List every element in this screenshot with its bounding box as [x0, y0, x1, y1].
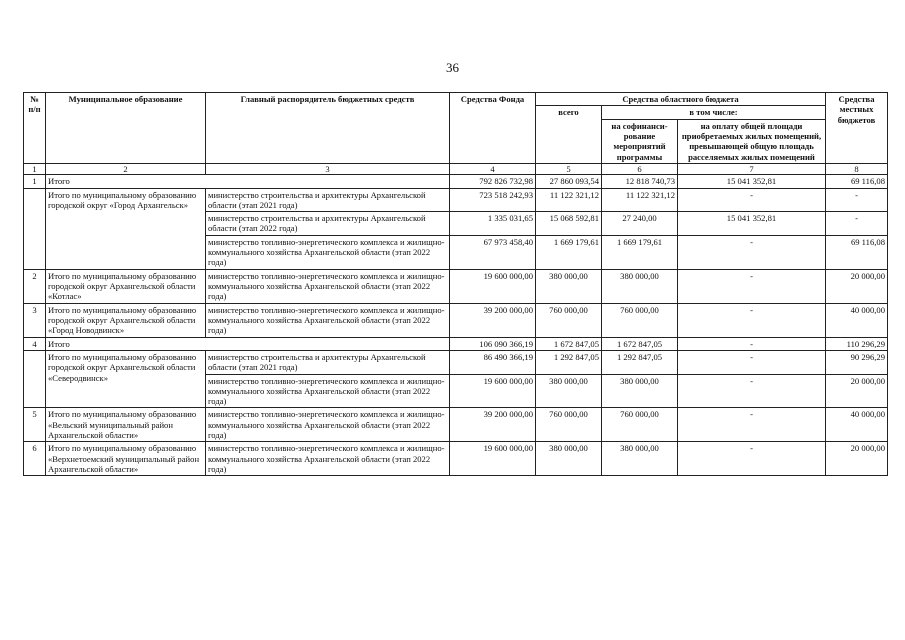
header-municipality: Муниципальное образование: [46, 93, 206, 164]
col-number: 6: [602, 163, 678, 174]
header-regional: Средства областного бюджета: [536, 93, 826, 106]
payment-value: -: [678, 337, 826, 350]
cofin-value: 27 240,00: [602, 212, 678, 236]
payment-value: -: [678, 235, 826, 269]
manager-name: министерство строительства и архитектуры Архангельской области (этап 2021 года): [206, 188, 450, 212]
row-num: 1: [24, 175, 46, 188]
manager-name: министерство строительства и архитектуры Архангельской области (этап 2022 года): [206, 212, 450, 236]
fund-value: 792 826 732,98: [450, 175, 536, 188]
municipality-name: Итого по муниципальному образованию городской округ Архангельской области «Город Новодвинск»: [46, 303, 206, 337]
col-number: 1: [24, 163, 46, 174]
payment-value: -: [678, 442, 826, 476]
local-value: -: [826, 212, 888, 236]
manager-name: министерство строительства и архитектуры Архангельской области (этап 2021 года): [206, 350, 450, 374]
col-number: 7: [678, 163, 826, 174]
row-num: [24, 188, 46, 269]
municipality-name: Итого по муниципальному образованию городской округ «Город Архангельск»: [46, 188, 206, 269]
row-num: 5: [24, 408, 46, 442]
header-num: № п/п: [24, 93, 46, 164]
row-label: Итого: [46, 337, 450, 350]
fund-value: 723 518 242,93: [450, 188, 536, 212]
payment-value: -: [678, 350, 826, 374]
fund-value: 19 600 000,00: [450, 442, 536, 476]
col-number: 3: [206, 163, 450, 174]
cofin-value: 760 000,00: [602, 408, 678, 442]
municipality-name: Итого по муниципальному образованию городской округ Архангельской области «Котлас»: [46, 269, 206, 303]
regional-total-value: 1 672 847,05: [536, 337, 602, 350]
payment-value: -: [678, 408, 826, 442]
cofin-value: 380 000,00: [602, 442, 678, 476]
local-value: 90 296,29: [826, 350, 888, 374]
col-number: 8: [826, 163, 888, 174]
fund-value: 19 600 000,00: [450, 269, 536, 303]
local-value: 110 296,29: [826, 337, 888, 350]
col-number: 4: [450, 163, 536, 174]
table-row: [24, 175, 888, 188]
regional-total-value: 380 000,00: [536, 442, 602, 476]
header-local: Средства местных бюджетов: [826, 93, 888, 164]
payment-value: -: [678, 188, 826, 212]
row-label: Итого: [46, 175, 450, 188]
fund-value: 1 335 031,65: [450, 212, 536, 236]
local-value: 20 000,00: [826, 269, 888, 303]
cofin-value: 380 000,00: [602, 374, 678, 408]
cofin-value: 1 292 847,05: [602, 350, 678, 374]
regional-total-value: 11 122 321,12: [536, 188, 602, 212]
regional-total-value: 1 292 847,05: [536, 350, 602, 374]
cofin-value: 11 122 321,12: [602, 188, 678, 212]
table-row: [24, 188, 888, 212]
local-value: 69 116,08: [826, 175, 888, 188]
row-num: 2: [24, 269, 46, 303]
table-row: [24, 442, 888, 476]
local-value: 20 000,00: [826, 374, 888, 408]
regional-total-value: 27 860 093,54: [536, 175, 602, 188]
fund-value: 106 090 366,19: [450, 337, 536, 350]
fund-value: 86 490 366,19: [450, 350, 536, 374]
header-manager: Главный распорядитель бюджетных средств: [206, 93, 450, 164]
col-number: 5: [536, 163, 602, 174]
local-value: -: [826, 188, 888, 212]
manager-name: министерство топливно-энергетического комплекса и жилищно-коммунального хозяйства Архангельской области (этап 2022 года): [206, 269, 450, 303]
table-row: [24, 350, 888, 374]
col-number: 2: [46, 163, 206, 174]
cofin-value: 380 000,00: [602, 269, 678, 303]
manager-name: министерство топливно-энергетического комплекса и жилищно-коммунального хозяйства Архангельской области (этап 2022 года): [206, 442, 450, 476]
local-value: 40 000,00: [826, 303, 888, 337]
manager-name: министерство топливно-энергетического комплекса и жилищно-коммунального хозяйства Архангельской области (этап 2022 года): [206, 303, 450, 337]
row-num: 3: [24, 303, 46, 337]
regional-total-value: 760 000,00: [536, 408, 602, 442]
fund-value: 39 200 000,00: [450, 303, 536, 337]
table-row: [24, 269, 888, 303]
cofin-value: 1 669 179,61: [602, 235, 678, 269]
regional-total-value: 760 000,00: [536, 303, 602, 337]
page-number: 36: [446, 60, 459, 75]
cofin-value: 12 818 740,73: [602, 175, 678, 188]
table-row: [24, 408, 888, 442]
regional-total-value: 380 000,00: [536, 374, 602, 408]
payment-value: 15 041 352,81: [678, 175, 826, 188]
header-including: в том числе:: [602, 106, 826, 119]
payment-value: -: [678, 269, 826, 303]
municipality-name: Итого по муниципальному образованию «Вельский муниципальный район Архангельской области»: [46, 408, 206, 442]
header-payment: на оплату общей площади приобретаемых жилых помещений, превышающей общую площадь расселяемых жилых помещений: [678, 119, 826, 163]
payment-value: -: [678, 374, 826, 408]
header-row-1: [24, 93, 888, 106]
regional-total-value: 1 669 179,61: [536, 235, 602, 269]
manager-name: министерство топливно-энергетического комплекса и жилищно-коммунального хозяйства Архангельской области (этап 2022 года): [206, 408, 450, 442]
municipality-name: Итого по муниципальному образованию городской округ Архангельской области «Северодвинск»: [46, 350, 206, 408]
fund-value: 19 600 000,00: [450, 374, 536, 408]
manager-name: министерство топливно-энергетического комплекса и жилищно-коммунального хозяйства Архангельской области (этап 2022 года): [206, 374, 450, 408]
budget-table: [23, 92, 888, 476]
header-total: всего: [536, 106, 602, 164]
local-value: 40 000,00: [826, 408, 888, 442]
fund-value: 67 973 458,40: [450, 235, 536, 269]
table-row: [24, 303, 888, 337]
column-number-row: [24, 163, 888, 174]
municipality-name: Итого по муниципальному образованию «Верхнетоемский муниципальный район Архангельской области»: [46, 442, 206, 476]
regional-total-value: 380 000,00: [536, 269, 602, 303]
row-num: [24, 350, 46, 408]
fund-value: 39 200 000,00: [450, 408, 536, 442]
payment-value: 15 041 352,81: [678, 212, 826, 236]
header-fund: Средства Фонда: [450, 93, 536, 164]
table-row: [24, 337, 888, 350]
cofin-value: 760 000,00: [602, 303, 678, 337]
local-value: 20 000,00: [826, 442, 888, 476]
cofin-value: 1 672 847,05: [602, 337, 678, 350]
local-value: 69 116,08: [826, 235, 888, 269]
regional-total-value: 15 068 592,81: [536, 212, 602, 236]
payment-value: -: [678, 303, 826, 337]
row-num: 6: [24, 442, 46, 476]
manager-name: министерство топливно-энергетического комплекса и жилищно-коммунального хозяйства Архангельской области (этап 2022 года): [206, 235, 450, 269]
header-cofin: на софинанси-рование мероприятий программы: [602, 119, 678, 163]
row-num: 4: [24, 337, 46, 350]
